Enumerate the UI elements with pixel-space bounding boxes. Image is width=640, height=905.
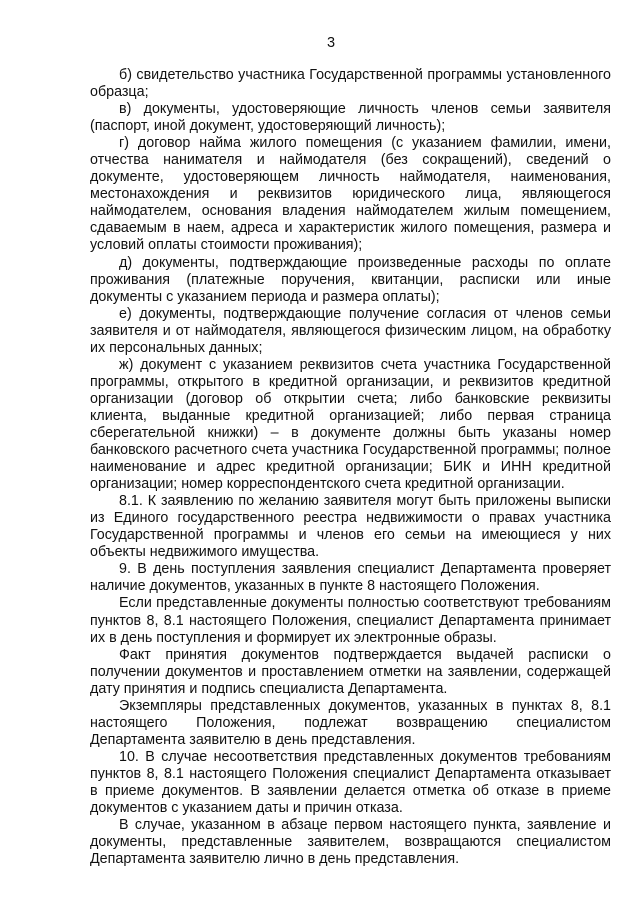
paragraph-clause-10: 10. В случае несоответствия представленных документов требованиям пунктов 8, 8.1 настоящего Положения специалист Департамента отказывает в приеме документов. В заявлении делается отметка об отказе в приеме документов с указанием даты и причин отказа. [90,748,611,817]
paragraph-item-b: б) свидетельство участника Государственной программы установленного образца; [90,67,611,101]
paragraph-item-v: в) документы, удостоверяющие личность членов семьи заявителя (паспорт, иной документ, удостоверяющий личность); [90,101,611,135]
paragraph-item-d: д) документы, подтверждающие произведенные расходы по оплате проживания (платежные поручения, квитанции, расписки или иные документы с указанием периода и размера оплаты); [90,254,611,305]
paragraph-clause-10-return: В случае, указанном в абзаце первом настоящего пункта, заявление и документы, представленные заявителем, возвращаются специалистом Департамента заявителю лично в день представления. [90,817,611,868]
document-body [90,67,611,868]
paragraph-clause-9-receipt: Факт принятия документов подтверждается выдачей расписки о получении документов и проставлением отметки на заявлении, содержащей дату принятия и подпись специалиста Департамента. [90,646,611,697]
paragraph-clause-9: 9. В день поступления заявления специалист Департамента проверяет наличие документов, указанных в пункте 8 настоящего Положения. [90,561,611,595]
paragraph-item-zh: ж) документ с указанием реквизитов счета участника Государственной программы, открытого в кредитной организации, и реквизитов кредитной организации (договор об открытии счета; либо банковские реквизиты клиента, выданные кредитной организацией; либо первая страница сберегательной книжки) – в документе должны быть указаны номер банковского расчетного счета участника Государственной программы; полное наименование и адрес кредитной организации; БИК и ИНН кредитной организации; номер корреспондентского счета кредитной организации. [90,356,611,493]
paragraph-item-e: е) документы, подтверждающие получение согласия от членов семьи заявителя и от наймодателя, являющегося физическим лицом, на обработку их персональных данных; [90,305,611,356]
page-number: 3 [326,35,336,51]
paragraph-item-g: г) договор найма жилого помещения (с указанием фамилии, имени, отчества нанимателя и наймодателя (без сокращений), сведений о документе, удостоверяющем личность наймодателя, наименования, местонахождения и реквизитов юридического лица, являющегося наймодателем, основания владения наймодателем жилым помещением, сдаваемым в наем, адреса и характеристик жилого помещения, размера и условий оплаты стоимости проживания); [90,135,611,254]
paragraph-clause-9-return: Экземпляры представленных документов, указанных в пунктах 8, 8.1 настоящего Положения, подлежат возвращению специалистом Департамента заявителю в день представления. [90,697,611,748]
paragraph-clause-8-1: 8.1. К заявлению по желанию заявителя могут быть приложены выписки из Единого государственного реестра недвижимости о правах участника Государственной программы и членов его семьи на имеющиеся у них объекты недвижимого имущества. [90,493,611,561]
paragraph-clause-9-acceptance: Если представленные документы полностью соответствуют требованиям пунктов 8, 8.1 настоящего Положения, специалист Департамента принимает их в день поступления и формирует их электронные образы. [90,595,611,646]
